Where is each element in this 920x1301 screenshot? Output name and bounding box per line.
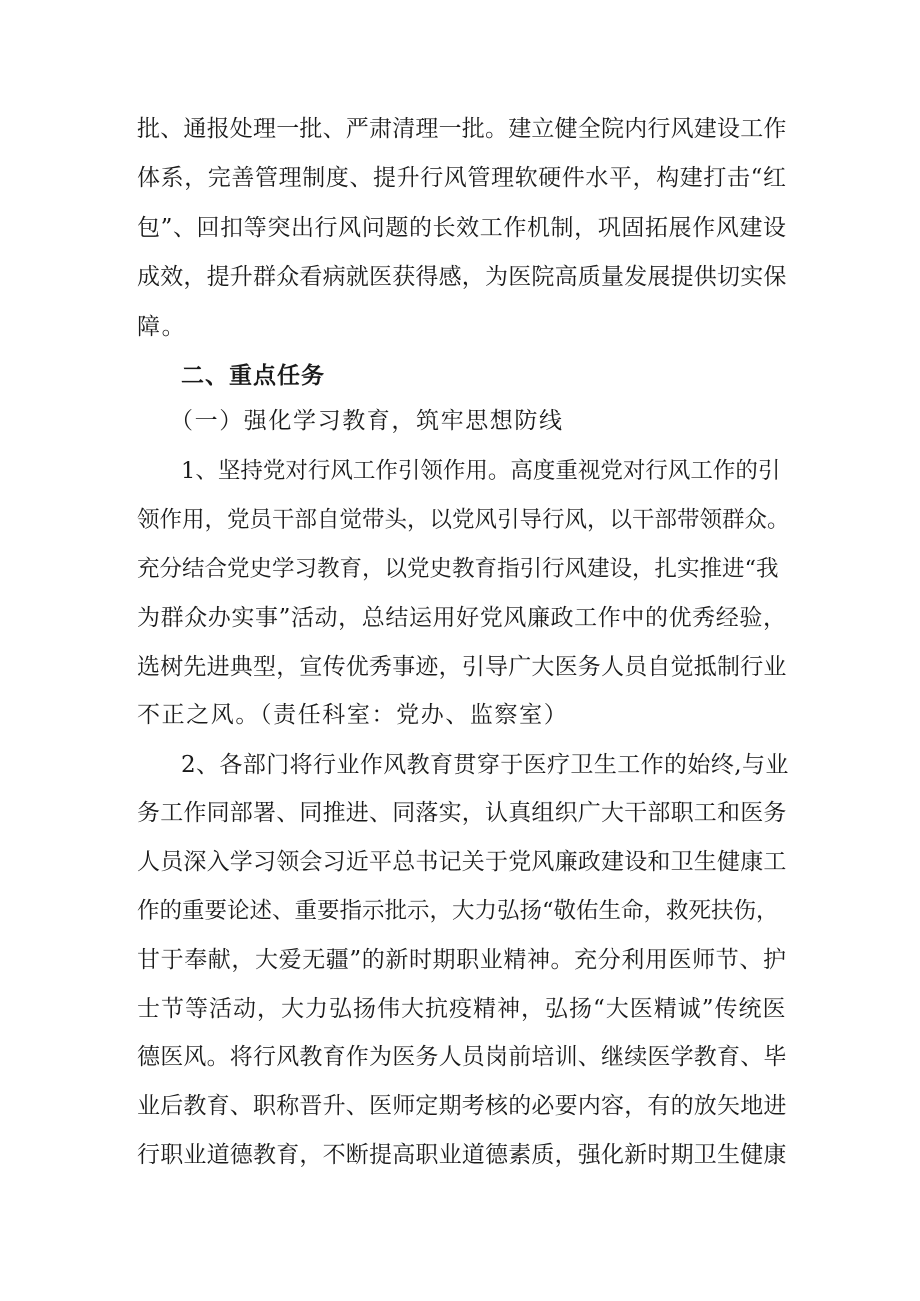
text-line: 甘于奉献，大爱无疆”的新时期职业精神。充分利用医师节、护 <box>137 947 787 973</box>
text-line: 为群众办实事”活动，总结运用好党风廉政工作中的优秀经验， <box>137 605 787 631</box>
text-line: 士节等活动，大力弘扬伟大抗疫精神，弘扬“大医精诚”传统医 <box>137 996 787 1022</box>
text-line: 障。 <box>137 314 187 340</box>
text-line: 领作用，党员干部自觉带头，以党风引导行风，以干部带领群众。 <box>137 507 790 533</box>
text-line: 成效，提升群众看病就医获得感，为医院高质量发展提供切实保 <box>137 264 787 290</box>
text-line: 批、通报处理一批、严肃清理一批。建立健全院内行风建设工作 <box>137 116 787 142</box>
text-line: 务工作同部署、同推进、同落实，认真组织广大干部职工和医务 <box>137 800 787 826</box>
subsection-heading: （一）强化学习教育，筑牢思想防线 <box>170 408 564 434</box>
text-line: 1、坚持党对行风工作引领作用。高度重视党对行风工作的引 <box>181 458 781 484</box>
text-line: 不正之风。（责任科室：党办、监察室） <box>137 702 569 728</box>
text-line: 德医风。将行风教育作为医务人员岗前培训、继续医学教育、毕 <box>137 1044 787 1070</box>
section-heading: 二、重点任务 <box>181 363 325 389</box>
text-line: 业后教育、职称晋升、医师定期考核的必要内容，有的放矢地进 <box>137 1093 787 1119</box>
text-line: 充分结合党史学习教育，以党史教育指引行风建设，扎实推进“我 <box>137 556 779 582</box>
text-line: 体系，完善管理制度、提升行风管理软硬件水平，构建打击“红 <box>137 165 787 191</box>
text-line: 行职业道德教育，不断提高职业道德素质，强化新时期卫生健康 <box>137 1142 787 1168</box>
text-line: 选树先进典型，宣传优秀事迹，引导广大医务人员自觉抵制行业 <box>137 654 787 680</box>
text-line: 作的重要论述、重要指示批示，大力弘扬“敬佑生命，救死扶伤， <box>137 898 779 924</box>
text-line: 2、各部门将行业作风教育贯穿于医疗卫生工作的始终,与业 <box>181 752 789 778</box>
text-line: 包”、回扣等突出行风问题的长效工作机制，巩固拓展作风建设 <box>137 215 787 241</box>
text-line: 人员深入学习领会习近平总书记关于党风廉政建设和卫生健康工 <box>137 849 787 875</box>
